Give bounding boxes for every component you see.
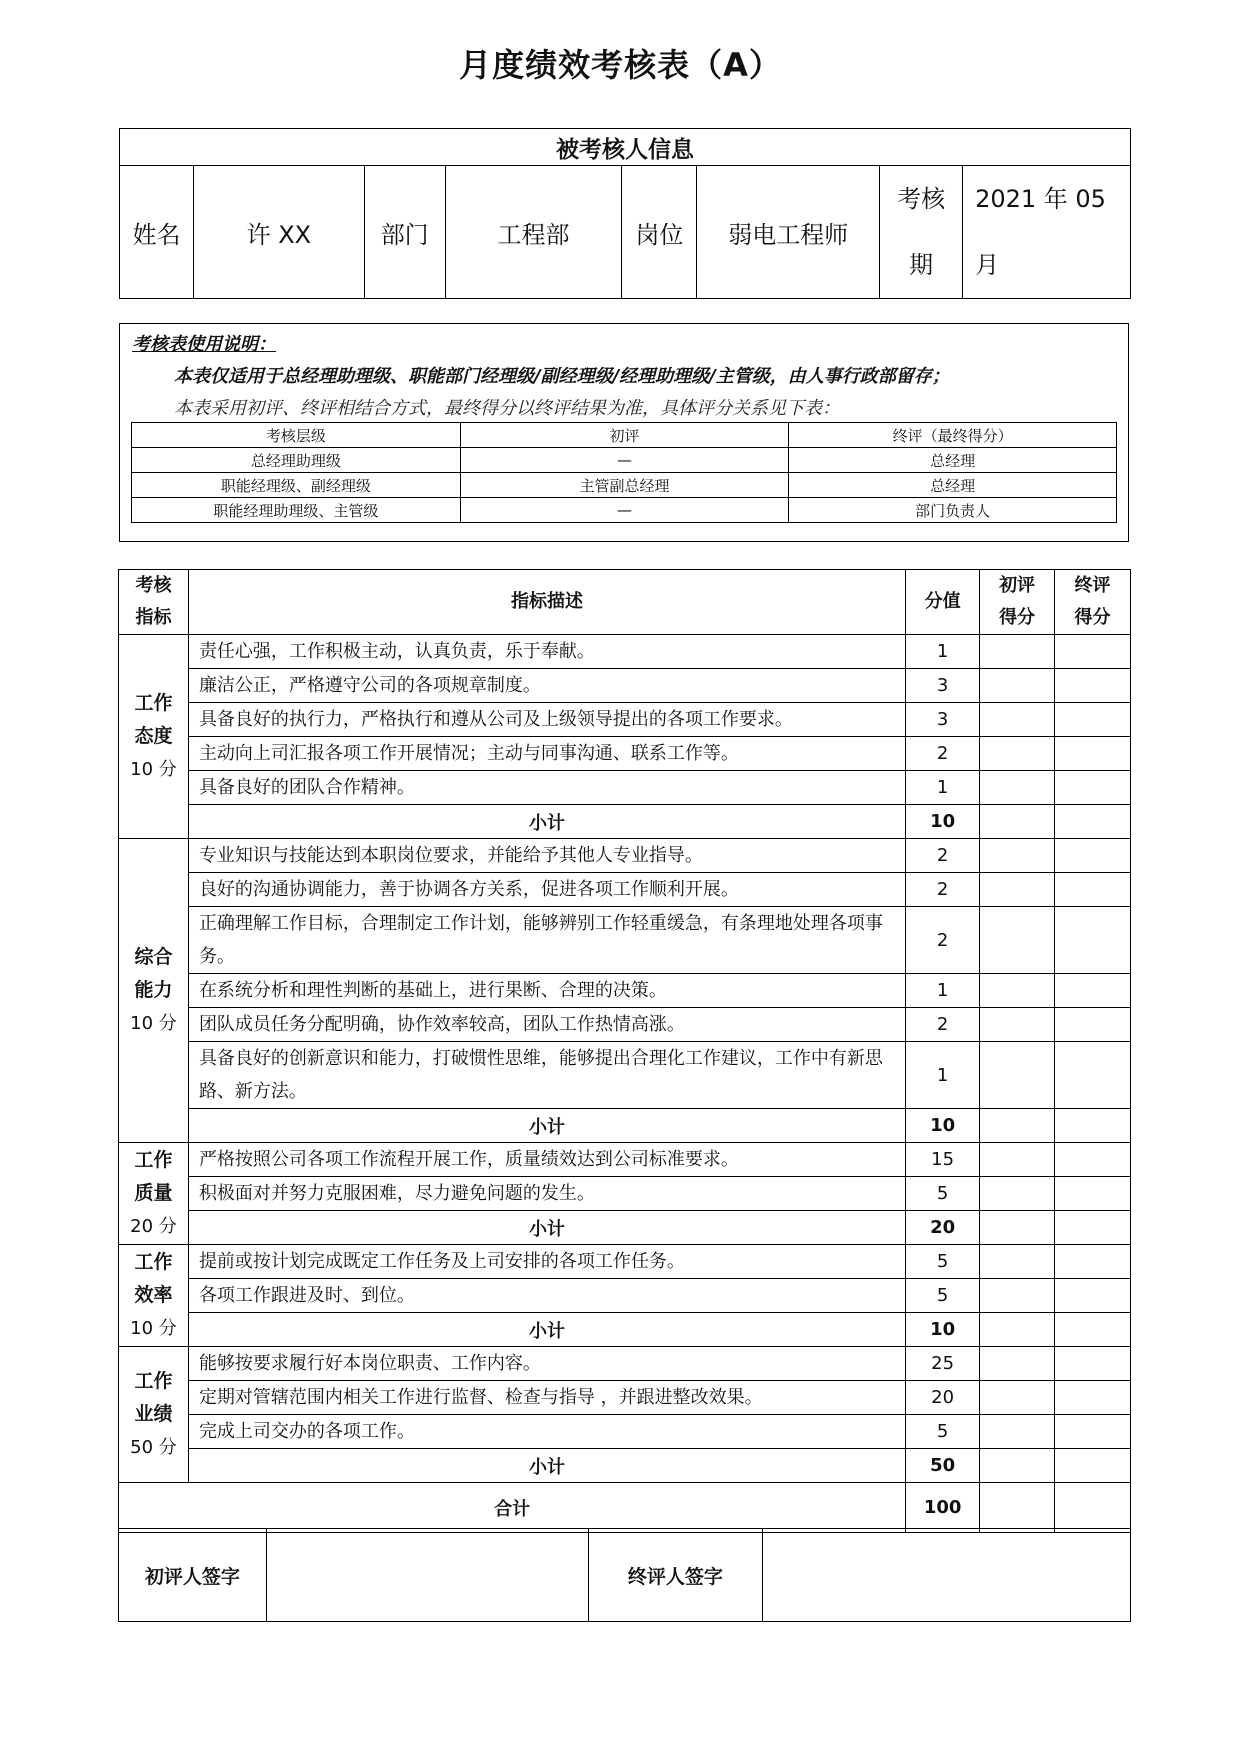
position-label: 岗位 — [622, 166, 697, 299]
subtotal-value: 50 — [906, 1449, 980, 1483]
position-value[interactable]: 弱电工程师 — [697, 166, 880, 299]
category-name-line1: 工作 — [134, 1370, 173, 1392]
period-label-line1: 考核 — [897, 185, 946, 213]
final-score-cell[interactable] — [1055, 873, 1131, 907]
category-name-line2: 能力 — [134, 979, 173, 1001]
indicator-points: 5 — [906, 1415, 980, 1449]
indicator-description: 廉洁公正，严格遵守公司的各项规章制度。 — [188, 669, 905, 703]
indicator-points: 20 — [906, 1381, 980, 1415]
final-score-cell[interactable] — [1055, 669, 1131, 703]
initial-score-cell[interactable] — [980, 1381, 1055, 1415]
final-score-header — [1055, 570, 1131, 635]
table-cell: 总经理助理级 — [132, 448, 461, 473]
final-signer-label: 终评人签字 — [588, 1529, 763, 1622]
table-header: 终评（最终得分） — [789, 423, 1117, 448]
subtotal-row — [119, 1313, 1131, 1347]
description-header: 指标描述 — [188, 570, 905, 635]
table-row — [119, 1143, 1131, 1177]
table-row — [119, 1279, 1131, 1313]
category-points: 10 分 — [130, 1013, 177, 1034]
final-score-cell[interactable] — [1055, 1177, 1131, 1211]
initial-header-line1: 初评 — [999, 575, 1036, 596]
category-label — [119, 1245, 189, 1347]
indicator-description: 能够按要求履行好本岗位职责、工作内容。 — [188, 1347, 905, 1381]
table-row — [119, 974, 1131, 1008]
subtotal-label: 小计 — [188, 1313, 905, 1347]
indicator-description: 正确理解工作目标，合理制定工作计划，能够辨别工作轻重缓急，有条理地处理各项事务。 — [188, 907, 905, 974]
table-row — [132, 448, 1117, 473]
table-cell: — — [460, 498, 789, 523]
table-row — [119, 907, 1131, 974]
indicator-points: 1 — [906, 635, 980, 669]
indicator-points: 3 — [906, 669, 980, 703]
indicator-description: 具备良好的创新意识和能力，打破惯性思维，能够提出合理化工作建议，工作中有新思路、新方法。 — [188, 1042, 905, 1109]
period-value[interactable] — [963, 166, 1131, 299]
scoring-header-row — [119, 570, 1131, 635]
table-row — [119, 1008, 1131, 1042]
initial-score-cell[interactable] — [980, 1008, 1055, 1042]
table-cell: 职能经理助理级、主管级 — [132, 498, 461, 523]
indicator-points: 2 — [906, 737, 980, 771]
subtotal-value: 10 — [906, 1109, 980, 1143]
subtotal-final-score[interactable] — [1055, 1109, 1131, 1143]
indicator-points: 2 — [906, 873, 980, 907]
subtotal-initial-score[interactable] — [980, 1449, 1055, 1483]
final-score-cell[interactable] — [1055, 1279, 1131, 1313]
category-name-line1: 工作 — [134, 1251, 173, 1273]
initial-score-cell[interactable] — [980, 771, 1055, 805]
category-points: 10 分 — [130, 1318, 177, 1339]
total-value: 100 — [906, 1483, 980, 1533]
initial-score-cell[interactable] — [980, 703, 1055, 737]
department-value[interactable]: 工程部 — [445, 166, 622, 299]
total-row — [119, 1483, 1131, 1533]
initial-score-cell[interactable] — [980, 1245, 1055, 1279]
initial-score-header — [980, 570, 1055, 635]
indicator-points: 5 — [906, 1245, 980, 1279]
name-value[interactable]: 许 XX — [193, 166, 364, 299]
table-header: 初评 — [460, 423, 789, 448]
table-row — [119, 1347, 1131, 1381]
initial-header-line2: 得分 — [999, 607, 1036, 628]
initial-score-cell[interactable] — [980, 1177, 1055, 1211]
indicator-description: 责任心强，工作积极主动，认真负责，乐于奉献。 — [188, 635, 905, 669]
instructions-line1: 本表仅适用于总经理助理级、职能部门经理级/副经理级/经理助理级/主管级，由人事行政部留存； — [174, 366, 950, 387]
indicator-header — [119, 570, 189, 635]
indicator-points: 2 — [906, 839, 980, 873]
initial-score-cell[interactable] — [980, 839, 1055, 873]
category-name-line2: 业绩 — [134, 1403, 173, 1425]
subtotal-row — [119, 1109, 1131, 1143]
instructions-box — [119, 323, 1129, 542]
indicator-points: 1 — [906, 771, 980, 805]
initial-score-cell[interactable] — [980, 1347, 1055, 1381]
subtotal-label: 小计 — [188, 1109, 905, 1143]
category-points: 50 分 — [130, 1437, 177, 1458]
subtotal-row — [119, 1211, 1131, 1245]
final-score-cell[interactable] — [1055, 1008, 1131, 1042]
total-final-score[interactable] — [1055, 1483, 1131, 1533]
indicator-description: 主动向上司汇报各项工作开展情况；主动与同事沟通、联系工作等。 — [188, 737, 905, 771]
category-name-line1: 工作 — [134, 1149, 173, 1171]
table-row — [119, 635, 1131, 669]
instructions-line2: 本表采用初评、终评相结合方式，最终得分以终评结果为准，具体评分关系见下表： — [174, 398, 840, 419]
category-name-line2: 效率 — [134, 1284, 173, 1306]
initial-score-cell[interactable] — [980, 873, 1055, 907]
indicator-points: 2 — [906, 1008, 980, 1042]
person-info-table — [119, 128, 1131, 299]
total-label: 合计 — [119, 1483, 906, 1533]
final-score-cell[interactable] — [1055, 1381, 1131, 1415]
subtotal-final-score[interactable] — [1055, 1211, 1131, 1245]
page-title: 月度绩效考核表（A） — [459, 46, 782, 84]
table-row — [119, 703, 1131, 737]
instructions-title: 考核表使用说明： — [132, 334, 276, 355]
initial-score-cell[interactable] — [980, 1143, 1055, 1177]
initial-score-cell[interactable] — [980, 1279, 1055, 1313]
indicator-points: 5 — [906, 1279, 980, 1313]
final-header-line1: 终评 — [1074, 575, 1111, 596]
indicator-description: 积极面对并努力克服困难，尽力避免问题的发生。 — [188, 1177, 905, 1211]
indicator-description: 定期对管辖范围内相关工作进行监督、检查与指导 ，并跟进整改效果。 — [188, 1381, 905, 1415]
subtotal-label: 小计 — [188, 1211, 905, 1245]
subtotal-row — [119, 805, 1131, 839]
table-row — [119, 1177, 1131, 1211]
table-row — [119, 1042, 1131, 1109]
initial-score-cell[interactable] — [980, 974, 1055, 1008]
table-cell: 总经理 — [789, 448, 1117, 473]
table-header: 考核层级 — [132, 423, 461, 448]
category-name-line2: 态度 — [134, 725, 173, 747]
indicator-description: 专业知识与技能达到本职岗位要求，并能给予其他人专业指导。 — [188, 839, 905, 873]
category-label — [119, 635, 189, 839]
indicator-points: 2 — [906, 907, 980, 974]
initial-score-cell[interactable] — [980, 737, 1055, 771]
scoring-table — [118, 569, 1131, 1533]
category-label — [119, 1347, 189, 1483]
indicator-description: 在系统分析和理性判断的基础上，进行果断、合理的决策。 — [188, 974, 905, 1008]
indicator-description: 完成上司交办的各项工作。 — [188, 1415, 905, 1449]
final-score-cell[interactable] — [1055, 1245, 1131, 1279]
subtotal-value: 10 — [906, 805, 980, 839]
final-score-cell[interactable] — [1055, 907, 1131, 974]
category-label — [119, 839, 189, 1143]
subtotal-final-score[interactable] — [1055, 805, 1131, 839]
table-cell: 总经理 — [789, 473, 1117, 498]
indicator-description: 各项工作跟进及时、到位。 — [188, 1279, 905, 1313]
initial-score-cell[interactable] — [980, 1042, 1055, 1109]
indicator-description: 具备良好的执行力，严格执行和遵从公司及上级领导提出的各项工作要求。 — [188, 703, 905, 737]
table-row — [119, 737, 1131, 771]
category-name-line1: 综合 — [134, 946, 173, 968]
indicator-description: 良好的沟通协调能力，善于协调各方关系，促进各项工作顺利开展。 — [188, 873, 905, 907]
table-cell: 主管副总经理 — [460, 473, 789, 498]
indicator-points: 3 — [906, 703, 980, 737]
period-value-line2: 月 — [975, 251, 1000, 279]
table-cell: 部门负责人 — [789, 498, 1117, 523]
final-score-cell[interactable] — [1055, 703, 1131, 737]
subtotal-initial-score[interactable] — [980, 1313, 1055, 1347]
final-score-cell[interactable] — [1055, 1042, 1131, 1109]
indicator-description: 严格按照公司各项工作流程开展工作，质量绩效达到公司标准要求。 — [188, 1143, 905, 1177]
name-label: 姓名 — [120, 166, 194, 299]
table-row — [132, 473, 1117, 498]
period-label — [880, 166, 963, 299]
category-name-line2: 质量 — [134, 1182, 173, 1204]
category-points: 20 分 — [130, 1216, 177, 1237]
subtotal-value: 20 — [906, 1211, 980, 1245]
points-header: 分值 — [906, 570, 980, 635]
indicator-points: 15 — [906, 1143, 980, 1177]
category-label — [119, 1143, 189, 1245]
table-row — [119, 1381, 1131, 1415]
review-levels-table — [131, 422, 1117, 523]
subtotal-row — [119, 1449, 1131, 1483]
indicator-points: 25 — [906, 1347, 980, 1381]
initial-signature-field[interactable] — [266, 1529, 588, 1622]
initial-score-cell[interactable] — [980, 669, 1055, 703]
initial-signer-label: 初评人签字 — [119, 1529, 267, 1622]
table-row — [119, 839, 1131, 873]
indicator-points: 1 — [906, 1042, 980, 1109]
initial-score-cell[interactable] — [980, 907, 1055, 974]
table-cell: 职能经理级、副经理级 — [132, 473, 461, 498]
final-score-cell[interactable] — [1055, 839, 1131, 873]
total-initial-score[interactable] — [980, 1483, 1055, 1533]
category-name-line1: 工作 — [134, 692, 173, 714]
subtotal-initial-score[interactable] — [980, 1211, 1055, 1245]
department-label: 部门 — [364, 166, 445, 299]
indicator-header-line1: 考核 — [135, 575, 172, 596]
subtotal-final-score[interactable] — [1055, 1449, 1131, 1483]
indicator-description: 提前或按计划完成既定工作任务及上司安排的各项工作任务。 — [188, 1245, 905, 1279]
category-points: 10 分 — [130, 759, 177, 780]
subtotal-label: 小计 — [188, 1449, 905, 1483]
final-score-cell[interactable] — [1055, 974, 1131, 1008]
table-row — [119, 1415, 1131, 1449]
table-row — [119, 1245, 1131, 1279]
subtotal-label: 小计 — [188, 805, 905, 839]
final-score-cell[interactable] — [1055, 737, 1131, 771]
indicator-description: 团队成员任务分配明确，协作效率较高，团队工作热情高涨。 — [188, 1008, 905, 1042]
final-score-cell[interactable] — [1055, 1415, 1131, 1449]
signature-table — [118, 1528, 1131, 1622]
indicator-header-line2: 指标 — [135, 607, 172, 628]
subtotal-final-score[interactable] — [1055, 1313, 1131, 1347]
table-row — [119, 669, 1131, 703]
final-score-cell[interactable] — [1055, 1347, 1131, 1381]
person-info-header: 被考核人信息 — [120, 129, 1131, 166]
initial-score-cell[interactable] — [980, 1415, 1055, 1449]
table-row — [119, 771, 1131, 805]
indicator-description: 具备良好的团队合作精神。 — [188, 771, 905, 805]
final-header-line2: 得分 — [1074, 607, 1111, 628]
indicator-points: 1 — [906, 974, 980, 1008]
table-cell: — — [460, 448, 789, 473]
subtotal-value: 10 — [906, 1313, 980, 1347]
table-row — [119, 873, 1131, 907]
final-signature-field[interactable] — [763, 1529, 1131, 1622]
period-value-line1: 2021 年 05 — [975, 185, 1106, 213]
indicator-points: 5 — [906, 1177, 980, 1211]
final-score-cell[interactable] — [1055, 1143, 1131, 1177]
period-label-line2: 期 — [909, 251, 934, 279]
final-score-cell[interactable] — [1055, 771, 1131, 805]
review-levels-header-row — [132, 423, 1117, 448]
final-score-cell[interactable] — [1055, 635, 1131, 669]
subtotal-initial-score[interactable] — [980, 1109, 1055, 1143]
initial-score-cell[interactable] — [980, 635, 1055, 669]
table-row — [132, 498, 1117, 523]
subtotal-initial-score[interactable] — [980, 805, 1055, 839]
